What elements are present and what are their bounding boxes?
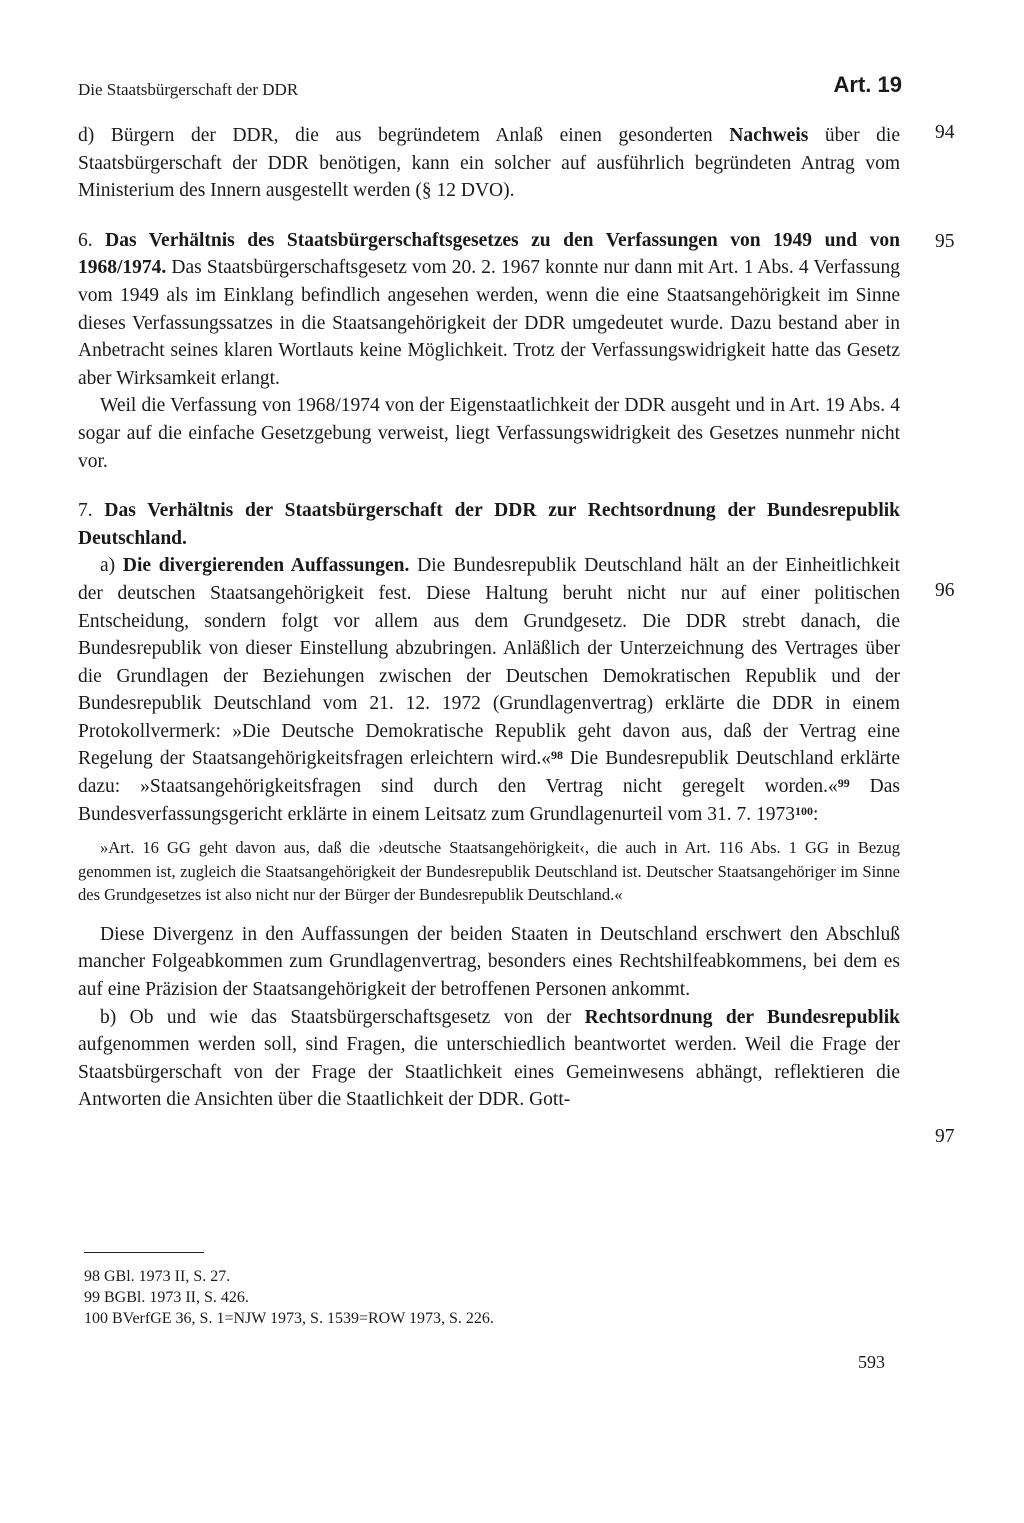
article-number: Art. 19 — [833, 72, 902, 97]
paragraph-7b: b) Ob und wie das Staatsbürgerschaftsgesetz von der Rechtsordnung der Bundesrepublik aufgenommen werden soll, sind Fragen, die unterschiedlich beantwortet werden. Weil die Frage der Staatsbürgerschaft von der Frage der Staatlichkeit eines Gemeinwesens abhängt, reflektieren die Antworten die Ansichten über die Staatlichkeit der DDR. Gott- — [78, 1006, 900, 1111]
margin-number-94: 94 — [935, 122, 955, 143]
page-number: 593 — [858, 1352, 885, 1372]
margin-number-96: 96 — [935, 580, 955, 601]
margin-number-97: 97 — [935, 1126, 955, 1147]
paragraph-7a: a) Die divergierenden Auffassungen. Die Bundesrepublik Deutschland hält an der Einheitlichkeit der deutschen Staatsangehörigkeit fest. Diese Haltung beruht nicht nur auf einer politischen Entscheidung, sondern folgt vor allem aus dem Grundgesetz. Die DDR strebt danach, die Bundesrepublik von dieser Einstellung abzubringen. Anläßlich der Unterzeichnung des Vertrages über die Grundlagen der Beziehungen zwischen der Deutschen Demokratischen Republik und der Bundesrepublik Deutschland vom 21. 12. 1972 (Grundlagenvertrag) erklärte die DDR in einem Protokollvermerk: »Die Deutsche Demokratische Republik geht davon aus, daß der Vertrag eine Regelung der Staatsangehörigkeitsfragen erleichtern wird.«$^{98}$ Die Bundesrepublik Deutschland erklärte dazu: »Staatsangehörigkeitsfragen sind durch den Vertrag nicht geregelt worden.«$^{99}$ Das Bundesverfassungsgericht erklärte in einem Leitsatz zum Grundlagenurteil vom 31. 7. 1973$^{100}$: — [78, 555, 901, 825]
footnote-ref-98: 98 — [550, 748, 563, 763]
paragraph-6: 6. Das Verhältnis des Staatsbürgerschaftsgesetzes zu den Verfassungen von 1949 und von 1968/1974. Das Staatsbürgerschaftsgesetz vom 20. 2. 1967 konnte nur dann mit Art. 1 Abs. 4 Verfassung vom 1949 als im Einklang befindlich angesehen werden, wenn die eine Staatsangehörigkeit im Sinne dieses Verfassungssatzes in die Staatsangehörigkeit der DDR umgedeutet wurde. Dazu bestand aber in Anbetracht seines klaren Wortlauts keine Möglichkeit. Trotz der Verfassungswidrigkeit hatte das Gesetz aber Wirksamkeit erlangt. — [78, 229, 900, 389]
running-title: Die Staatsbürgerschaft der DDR — [78, 80, 299, 99]
paragraph-divergence: Diese Divergenz in den Auffassungen der beiden Staaten in Deutschland erschwert den Abschluß mancher Folgeabkommen zum Grundlagenvertrag, besonders eines Rechtshilfeabkommens, bei dem es auf eine Präzision der Staatsangehörigkeit der betroffenen Personen ankommt. — [78, 923, 900, 1000]
paragraph-7-heading: 7. Das Verhältnis der Staatsbürgerschaft der DDR zur Rechtsordnung der Bundesrepublik Deutschland. — [78, 500, 901, 549]
footnote-99: 99 BGBl. 1973 II, S. 426. — [84, 1289, 249, 1306]
footnote-98: 98 GBl. 1973 II, S. 27. — [84, 1268, 231, 1285]
block-quote: »Art. 16 GG geht davon aus, daß die ›deutsche Staatsangehörigkeit‹, die auch in Art. 116 Abs. 1 GG in Bezug genommen ist, zugleich die Staatsangehörigkeit der Bundesrepublik Deutschland ist. Deutscher Staatsangehöriger im Sinne des Grundgesetzes ist also nicht nur der Bürger der Bundesrepublik Deutschland.« — [78, 838, 900, 905]
footnote-100: 100 BVerfGE 36, S. 1=NJW 1973, S. 1539=ROW 1973, S. 226. — [84, 1310, 494, 1327]
footnote-ref-99: 99 — [837, 776, 850, 791]
footnote-ref-100: 100 — [794, 803, 813, 818]
footnotes — [84, 1266, 494, 1329]
body-text — [78, 122, 900, 1114]
paragraph-d: d) Bürgern der DDR, die aus begründetem Anlaß einen gesonderten Nachweis über die Staatsbürgerschaft der DDR benötigen, kann ein solcher auf ausführlich begründeten Antrag vom Ministerium des Innern ausgestellt werden (§ 12 DVO). — [78, 125, 900, 202]
paragraph-6-continued: Weil die Verfassung von 1968/1974 von der Eigenstaatlichkeit der DDR ausgeht und in Art. 19 Abs. 4 sogar auf die einfache Gesetzgebung verweist, liegt Verfassungswidrigkeit des Gesetzes nunmehr nicht vor. — [78, 395, 900, 472]
footnote-divider — [84, 1252, 204, 1253]
margin-number-95: 95 — [935, 231, 955, 252]
